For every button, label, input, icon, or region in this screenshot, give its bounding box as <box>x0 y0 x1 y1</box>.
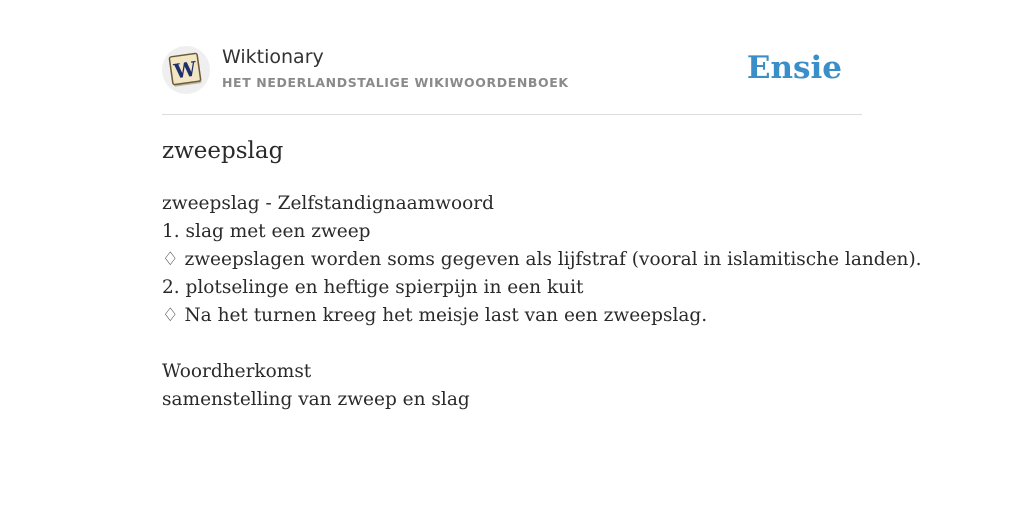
sense-2-example: ♢ Na het turnen kreeg het meisje last van een zweepslag. <box>162 305 708 326</box>
sense-1-example: ♢ zweepslagen worden soms gegeven als lijfstraf (vooral in islamitische landen). <box>162 249 922 270</box>
site-header <box>162 44 862 115</box>
logo-letter: W <box>172 56 198 84</box>
site-tagline: HET NEDERLANDSTALIGE WIKIWOORDENBOEK <box>222 75 569 90</box>
entry-content <box>162 190 922 414</box>
etymology-label: Woordherkomst <box>162 361 312 382</box>
wiktionary-logo-icon[interactable] <box>162 46 210 94</box>
sense-2-definition: 2. plotselinge en heftige spierpijn in een kuit <box>162 277 584 298</box>
sense-1-definition: 1. slag met een zweep <box>162 221 371 242</box>
entry-title: zweepslag <box>162 138 284 164</box>
wiktionary-tile-icon <box>162 46 210 94</box>
etymology-text: samenstelling van zweep en slag <box>162 389 470 410</box>
site-name[interactable]: Wiktionary <box>222 46 324 68</box>
entry-heading-line: zweepslag - Zelfstandignaamwoord <box>162 193 494 214</box>
section-spacer <box>162 330 882 358</box>
ensie-brand-logo[interactable]: Ensie <box>746 50 842 86</box>
